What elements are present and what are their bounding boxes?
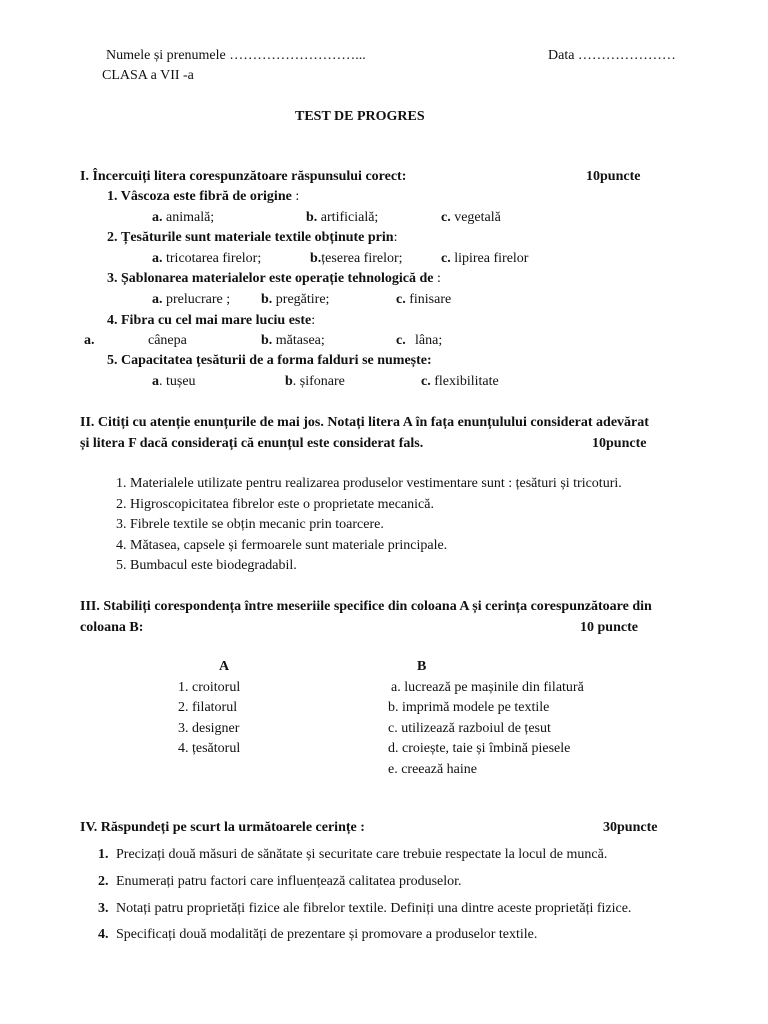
task-number: 2. (98, 874, 109, 889)
section2-heading-line1: II. Citiți cu atenție enunțurile de mai jos. Notați litera A în fața enunțulului considerat adevărat (80, 415, 649, 430)
question-2: 2. Țesăturile sunt materiale textile obținute prin: (107, 230, 398, 245)
column-b-header: B (417, 659, 427, 674)
column-a-header: A (219, 659, 230, 674)
q4-option-a-letter: a. (84, 333, 95, 348)
statement-item: 4. Mătasea, capsele și fermoarele sunt materiale principale. (116, 538, 448, 553)
section3-heading-line1: III. Stabiliți corespondența între meseriile specifice din coloana A și cerința corespunzătoare din (80, 599, 652, 614)
q1-option-b: b. artificială; (306, 210, 379, 225)
column-b-item: d. croiește, taie și îmbină piesele (388, 741, 571, 756)
page-title: TEST DE PROGRES (295, 109, 425, 124)
q3-option-b: b. pregătire; (261, 292, 330, 307)
column-a-item: 3. designer (178, 721, 240, 736)
question-3: 3. Șablonarea materialelor este operație tehnologică de : (107, 271, 441, 286)
q4-option-c-letter: c. (396, 333, 406, 348)
statement-item: 5. Bumbacul este biodegradabil. (116, 558, 297, 573)
section3-points: 10 puncte (580, 620, 638, 635)
section1-heading: I. Încercuiți litera corespunzătoare răspunsului corect: (80, 169, 407, 184)
statement-item: 2. Higroscopicitatea fibrelor este o proprietate mecanică. (116, 497, 434, 512)
q2-option-c: c. lipirea firelor (441, 251, 529, 266)
task-text: Notați patru proprietăți fizice ale fibrelor textile. Definiți una dintre aceste proprietăți fizice. (116, 901, 632, 916)
q5-option-c: c. flexibilitate (421, 374, 499, 389)
section3-heading-line2: coloana B: (80, 620, 144, 635)
q1-option-c: c. vegetală (441, 210, 501, 225)
q2-option-a: a. tricotarea firelor; (152, 251, 262, 266)
q3-option-a: a. prelucrare ; (152, 292, 231, 307)
column-a-item: 2. filatorul (178, 700, 238, 715)
column-b-item: e. creează haine (388, 762, 477, 777)
task-number: 4. (98, 927, 109, 942)
q5-option-a: a. tușeu (152, 374, 196, 389)
date-field: Data ………………… (548, 48, 676, 63)
question-1: 1. Vâscoza este fibră de origine : (107, 189, 300, 204)
statement-item: 1. Materialele utilizate pentru realizarea produselor vestimentare sunt : țesături și tricoturi. (116, 476, 622, 491)
task-number: 1. (98, 847, 109, 862)
column-b-item: a. lucrează pe mașinile din filatură (391, 680, 584, 695)
name-field: Numele și prenumele ………………………... (106, 48, 366, 63)
column-a-item: 1. croitorul (178, 680, 241, 695)
q4-option-b: b. mătasea; (261, 333, 325, 348)
q5-option-b: b. șifonare (285, 374, 345, 389)
class-label: CLASA a VII -a (102, 68, 194, 83)
task-text: Precizați două măsuri de sănătate și securitate care trebuie respectate la locul de muncă. (116, 847, 608, 862)
column-b-item: b. imprimă modele pe textile (388, 700, 550, 715)
task-number: 3. (98, 901, 109, 916)
q1-option-a: a. animală; (152, 210, 215, 225)
q2-option-b: b.țeserea firelor; (310, 251, 403, 266)
task-text: Enumerați patru factori care influențează calitatea produselor. (116, 874, 462, 889)
section2-heading-line2: și litera F dacă considerați că enunțul este considerat fals. (80, 436, 424, 451)
section2-points: 10puncte (592, 436, 647, 451)
q4-option-a-text: cânepa (148, 333, 187, 348)
question-4: 4. Fibra cu cel mai mare luciu este: (107, 313, 316, 328)
question-5: 5. Capacitatea țesăturii de a forma falduri se numește: (107, 353, 432, 368)
task-text: Specificați două modalități de prezentare și promovare a produselor textile. (116, 927, 538, 942)
statement-item: 3. Fibrele textile se obțin mecanic prin toarcere. (116, 517, 384, 532)
column-b-item: c. utilizează razboiul de țesut (388, 721, 551, 736)
section4-heading: IV. Răspundeți pe scurt la următoarele cerințe : (80, 820, 365, 835)
q3-option-c: c. finisare (396, 292, 452, 307)
q4-option-c-text: lâna; (415, 333, 443, 348)
section4-points: 30puncte (603, 820, 658, 835)
section1-points: 10puncte (586, 169, 641, 184)
column-a-item: 4. țesătorul (178, 741, 241, 756)
